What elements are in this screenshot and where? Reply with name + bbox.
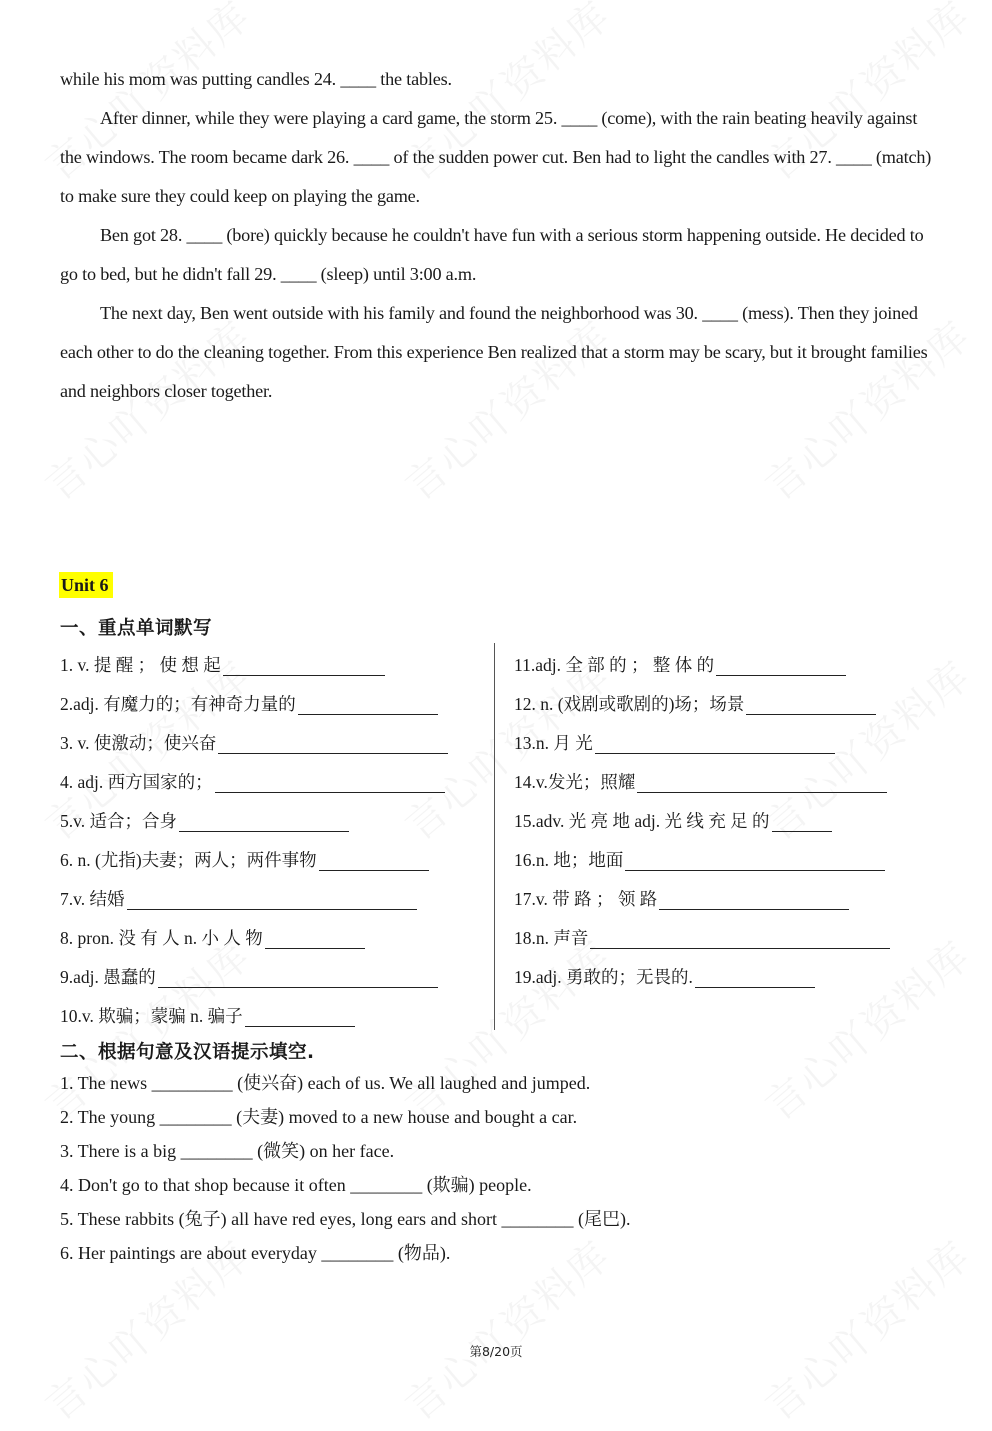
reading-passage xyxy=(60,60,940,411)
fill-in-item: 3. There is a big ________ (微笑) on her face. xyxy=(60,1141,395,1161)
answer-blank[interactable] xyxy=(772,811,832,832)
answer-blank[interactable] xyxy=(223,655,385,676)
answer-blank[interactable] xyxy=(595,733,835,754)
passage-paragraph: The next day, Ben went outside with his family and found the neighborhood was 30. ____ (mess). Then they joined each other to do the cleaning together. From this experience Ben realized that a storm may be scary, but it brought families and neighbors closer together. xyxy=(60,303,928,401)
vocab-item: 10.v. 欺骗；蒙骗 n. 骗子 xyxy=(60,997,480,1036)
fill-in-item: 1. The news _________ (使兴奋) each of us. We all laughed and jumped. xyxy=(60,1073,591,1093)
passage-paragraph: Ben got 28. ____ (bore) quickly because he couldn't have fun with a serious storm happening outside. He decided to go to bed, but he didn't fall 29. ____ (sleep) until 3:00 a.m. xyxy=(60,225,924,284)
answer-blank[interactable] xyxy=(625,850,885,871)
vocab-item: 8. pron. 没 有 人 n. 小 人 物 xyxy=(60,919,480,958)
answer-blank[interactable] xyxy=(245,1006,355,1027)
answer-blank[interactable] xyxy=(298,694,438,715)
vocab-item: 16.n. 地；地面 xyxy=(514,841,934,880)
section-1-title: 一、重点单词默写 xyxy=(60,618,213,639)
answer-blank[interactable] xyxy=(637,772,887,793)
vocab-item: 17.v. 带 路 ； 领 路 xyxy=(514,880,934,919)
answer-blank[interactable] xyxy=(127,889,417,910)
answer-blank[interactable] xyxy=(746,694,876,715)
column-divider xyxy=(494,643,495,1030)
page-number: 第8/20页 xyxy=(469,1344,523,1359)
answer-blank[interactable] xyxy=(695,967,815,988)
answer-blank[interactable] xyxy=(215,772,445,793)
section-2-title: 二、根据句意及汉语提示填空. xyxy=(60,1042,315,1063)
vocab-item: 11.adj. 全 部 的 ； 整 体 的 xyxy=(514,646,934,685)
answer-blank[interactable] xyxy=(265,928,365,949)
passage-paragraph: After dinner, while they were playing a card game, the storm 25. ____ (come), with the rain beating heavily against the windows. The room became dark 26. ____ of the sudden power cut. Ben had to light the candles with 27. ____ (match) to make sure they could keep on playing the game. xyxy=(60,108,932,206)
vocab-item: 4. adj. 西方国家的； xyxy=(60,763,480,802)
vocab-item: 18.n. 声音 xyxy=(514,919,934,958)
unit-heading: Unit 6 xyxy=(59,572,113,598)
fill-in-item: 2. The young ________ (夫妻) moved to a new house and bought a car. xyxy=(60,1107,578,1127)
answer-blank[interactable] xyxy=(158,967,438,988)
vocab-item: 2.adj. 有魔力的；有神奇力量的 xyxy=(60,685,480,724)
fill-in-item: 4. Don't go to that shop because it often ________ (欺骗) people. xyxy=(60,1175,532,1195)
vocab-item: 15.adv. 光 亮 地 adj. 光 线 充 足 的 xyxy=(514,802,934,841)
answer-blank[interactable] xyxy=(590,928,890,949)
answer-blank[interactable] xyxy=(179,811,349,832)
vocab-column-right xyxy=(514,646,934,997)
fill-in-item: 5. These rabbits (兔子) all have red eyes, long ears and short ________ (尾巴). xyxy=(60,1209,631,1229)
vocab-item: 5.v. 适合；合身 xyxy=(60,802,480,841)
vocab-item: 14.v.发光；照耀 xyxy=(514,763,934,802)
vocab-item: 13.n. 月 光 xyxy=(514,724,934,763)
fill-in-item: 6. Her paintings are about everyday ________ (物品). xyxy=(60,1243,451,1263)
answer-blank[interactable] xyxy=(319,850,429,871)
fill-in-list xyxy=(60,1066,940,1270)
vocab-item: 6. n. (尤指)夫妻；两人；两件事物 xyxy=(60,841,480,880)
answer-blank[interactable] xyxy=(218,733,448,754)
passage-paragraph: while his mom was putting candles 24. ____ the tables. xyxy=(60,69,452,89)
answer-blank[interactable] xyxy=(659,889,849,910)
vocab-item: 3. v. 使激动；使兴奋 xyxy=(60,724,480,763)
vocab-item: 1. v. 提 醒 ； 使 想 起 xyxy=(60,646,480,685)
answer-blank[interactable] xyxy=(716,655,846,676)
vocab-item: 7.v. 结婚 xyxy=(60,880,480,919)
vocab-column-left xyxy=(60,646,480,1036)
vocab-item: 19.adj. 勇敢的；无畏的. xyxy=(514,958,934,997)
vocab-item: 12. n. (戏剧或歌剧的)场；场景 xyxy=(514,685,934,724)
vocab-item: 9.adj. 愚蠢的 xyxy=(60,958,480,997)
